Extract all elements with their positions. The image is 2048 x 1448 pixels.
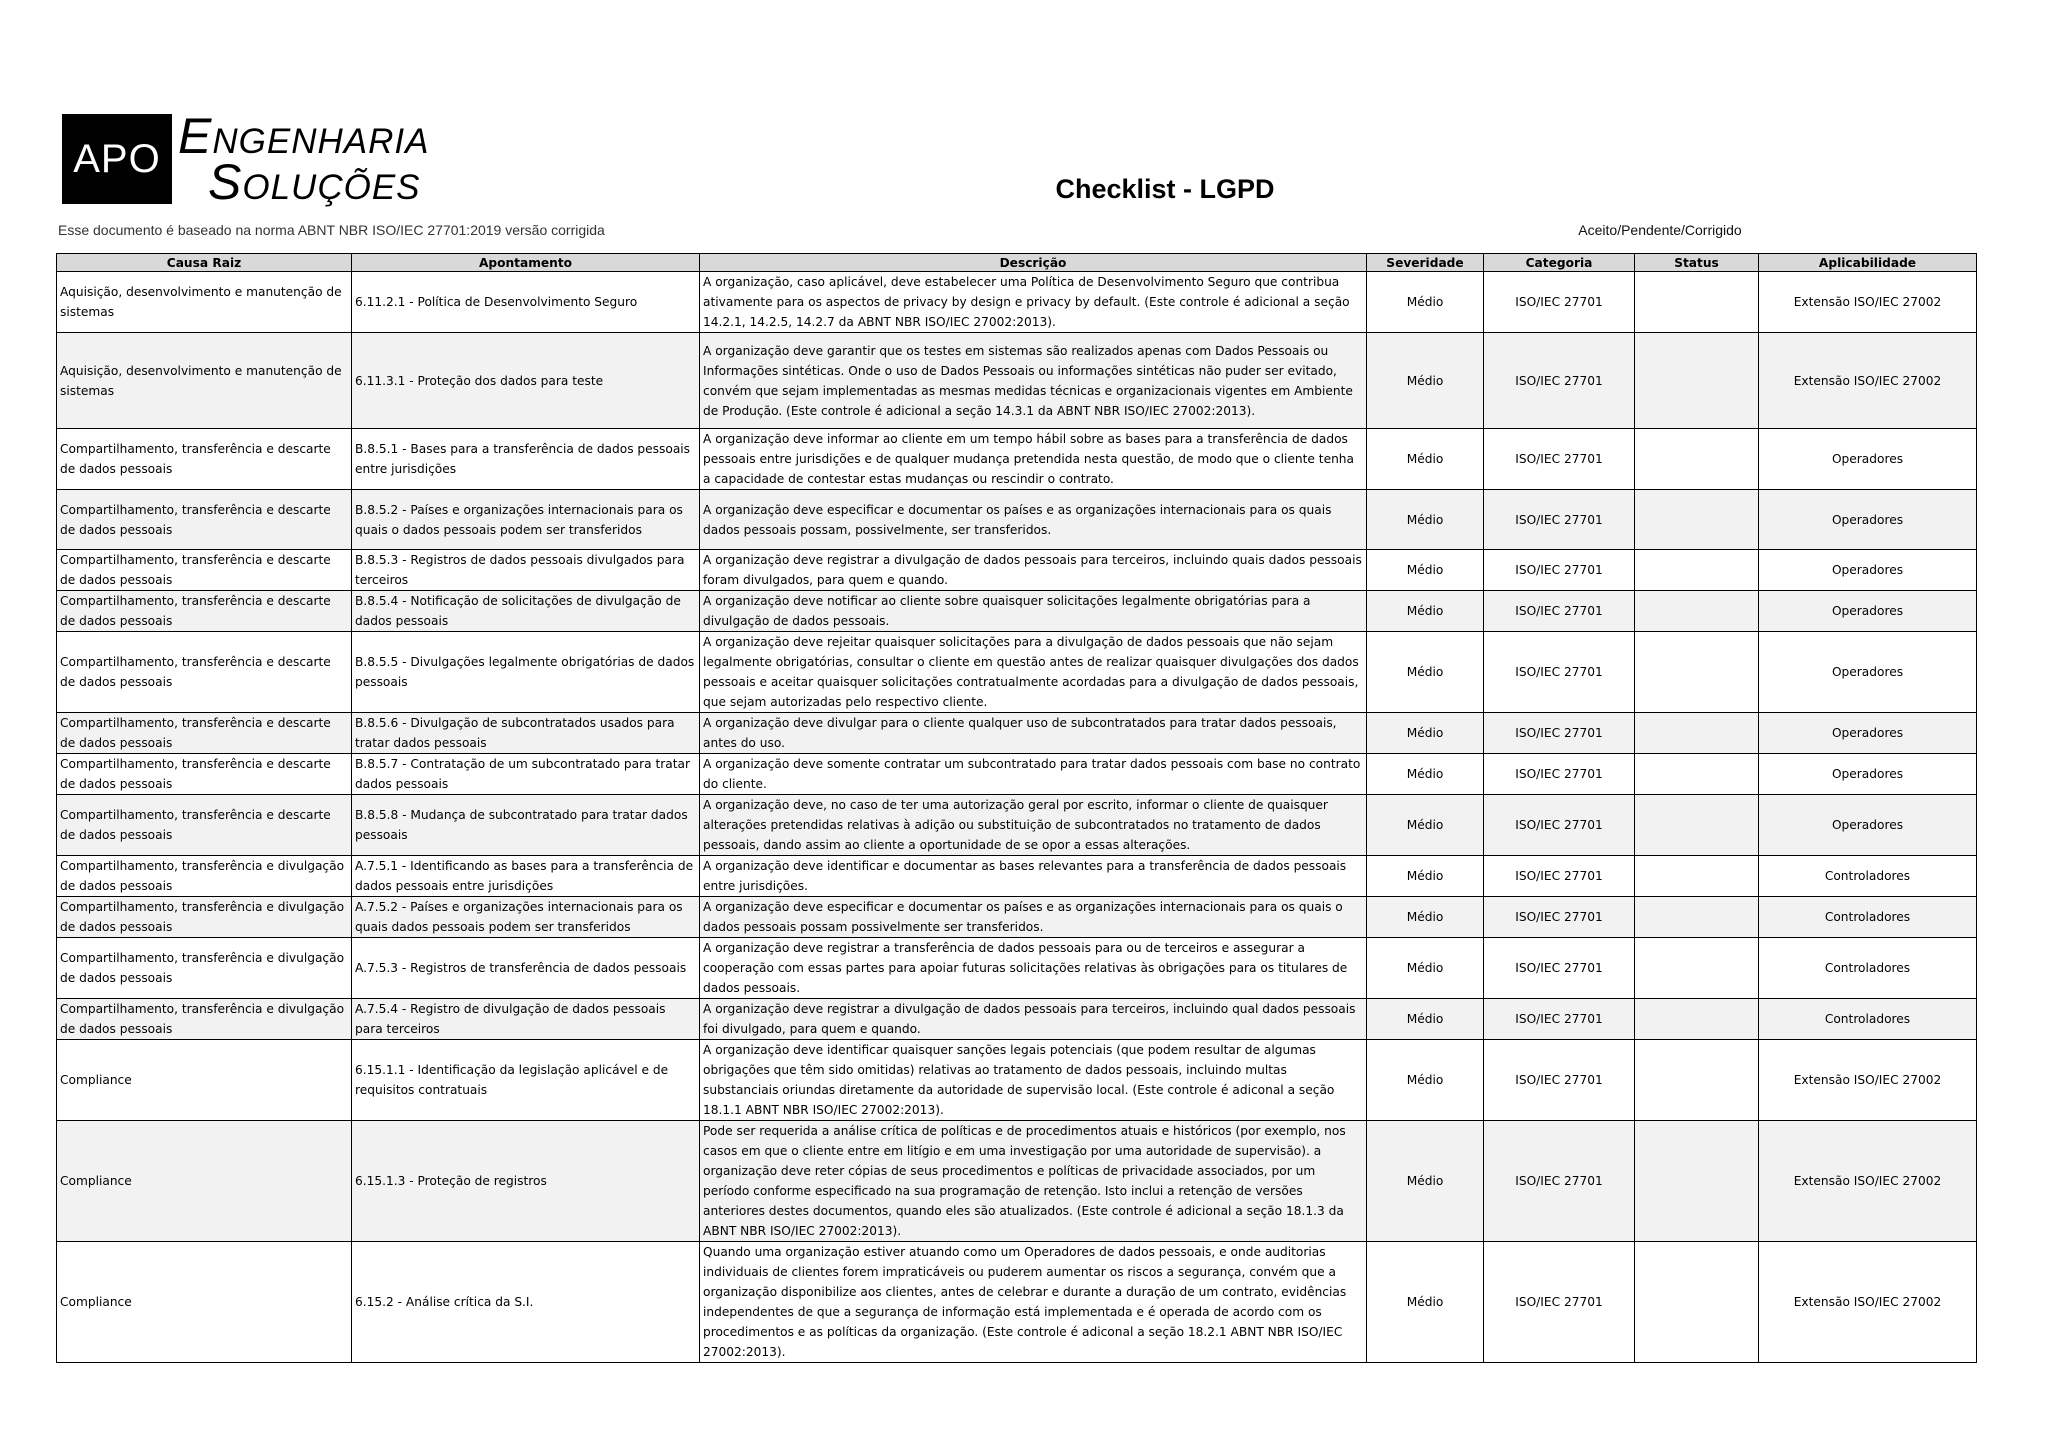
cell-causa-raiz: Compartilhamento, transferência e descarte de dados pessoais: [57, 550, 352, 591]
cell-apontamento: 6.11.2.1 - Política de Desenvolvimento Seguro: [352, 272, 700, 333]
cell-severidade: Médio: [1367, 856, 1484, 897]
cell-status: [1635, 754, 1759, 795]
cell-status: [1635, 938, 1759, 999]
cell-aplicabilidade: Operadores: [1759, 754, 1977, 795]
cell-status: [1635, 897, 1759, 938]
cell-apontamento: 6.15.2 - Análise crítica da S.I.: [352, 1242, 700, 1363]
cell-apontamento: B.8.5.3 - Registros de dados pessoais divulgados para terceiros: [352, 550, 700, 591]
cell-aplicabilidade: Controladores: [1759, 999, 1977, 1040]
cell-apontamento: B.8.5.1 - Bases para a transferência de dados pessoais entre jurisdições: [352, 429, 700, 490]
cell-categoria: ISO/IEC 27701: [1484, 795, 1635, 856]
cell-apontamento: B.8.5.8 - Mudança de subcontratado para tratar dados pessoais: [352, 795, 700, 856]
cell-apontamento: B.8.5.7 - Contratação de um subcontratado para tratar dados pessoais: [352, 754, 700, 795]
cell-causa-raiz: Compartilhamento, transferência e descarte de dados pessoais: [57, 429, 352, 490]
cell-causa-raiz: Compartilhamento, transferência e descarte de dados pessoais: [57, 591, 352, 632]
cell-causa-raiz: Compliance: [57, 1040, 352, 1121]
cell-status: [1635, 999, 1759, 1040]
table-row: [57, 429, 1977, 490]
cell-descricao: A organização deve informar ao cliente em um tempo hábil sobre as bases para a transferência de dados pessoais entre jurisdições e de qualquer mudança pretendida nesta questão, de modo que o cliente tenha a capacidade de contestar estas mudanças ou rescindir o contrato.: [700, 429, 1367, 490]
cell-apontamento: B.8.5.6 - Divulgação de subcontratados usados para tratar dados pessoais: [352, 713, 700, 754]
cell-apontamento: B.8.5.4 - Notificação de solicitações de divulgação de dados pessoais: [352, 591, 700, 632]
header-categoria: Categoria: [1484, 254, 1635, 272]
header-aplicabilidade: Aplicabilidade: [1759, 254, 1977, 272]
table-row: [57, 490, 1977, 550]
cell-aplicabilidade: Extensão ISO/IEC 27002: [1759, 1040, 1977, 1121]
cell-causa-raiz: Aquisição, desenvolvimento e manutenção de sistemas: [57, 272, 352, 333]
cell-descricao: A organização deve identificar quaisquer sanções legais potenciais (que podem resultar de algumas obrigações que têm sido omitidas) relativas ao tratamento de dados pessoais, incluindo multas substanciais oriundas diretamente da autoridade de supervisão local. (Este controle é adiconal a seção 18.1.1 ABNT NBR ISO/IEC 27002:2013).: [700, 1040, 1367, 1121]
table-row: [57, 1121, 1977, 1242]
cell-aplicabilidade: Extensão ISO/IEC 27002: [1759, 333, 1977, 429]
table-row: [57, 856, 1977, 897]
table-row: [57, 713, 1977, 754]
cell-categoria: ISO/IEC 27701: [1484, 333, 1635, 429]
cell-aplicabilidade: Controladores: [1759, 856, 1977, 897]
cell-apontamento: A.7.5.1 - Identificando as bases para a transferência de dados pessoais entre jurisdições: [352, 856, 700, 897]
cell-causa-raiz: Compartilhamento, transferência e descarte de dados pessoais: [57, 754, 352, 795]
cell-status: [1635, 632, 1759, 713]
header-descricao: Descrição: [700, 254, 1367, 272]
cell-descricao: A organização deve notificar ao cliente sobre quaisquer solicitações legalmente obrigatórias para a divulgação de dados pessoais.: [700, 591, 1367, 632]
cell-severidade: Médio: [1367, 999, 1484, 1040]
cell-status: [1635, 713, 1759, 754]
cell-status: [1635, 591, 1759, 632]
table-row: [57, 897, 1977, 938]
cell-descricao: A organização deve somente contratar um subcontratado para tratar dados pessoais com base no contrato do cliente.: [700, 754, 1367, 795]
cell-categoria: ISO/IEC 27701: [1484, 550, 1635, 591]
cell-descricao: Quando uma organização estiver atuando como um Operadores de dados pessoais, e onde auditorias individuais de clientes forem impraticáveis ou puderem aumentar os riscos a segurança, convém que a organização disponibilize aos clientes, antes de celebrar e durante a duração de um contrato, evidências independentes de que a segurança de informação está implementada e é operada de acordo com os procedimentos e as políticas da organização. (Este controle é adiconal a seção 18.2.1 ABNT NBR ISO/IEC 27002:2013).: [700, 1242, 1367, 1363]
cell-causa-raiz: Compartilhamento, transferência e divulgação de dados pessoais: [57, 897, 352, 938]
cell-descricao: A organização deve registrar a transferência de dados pessoais para ou de terceiros e assegurar a cooperação com essas partes para apoiar futuras solicitações relativas às obrigações para os titulares de dados pessoais.: [700, 938, 1367, 999]
cell-causa-raiz: Compartilhamento, transferência e divulgação de dados pessoais: [57, 856, 352, 897]
header-status: Status: [1635, 254, 1759, 272]
cell-descricao: A organização, caso aplicável, deve estabelecer uma Política de Desenvolvimento Seguro que contribua ativamente para os aspectos de privacy by design e privacy by default. (Este controle é adicional a seção 14.2.1, 14.2.5, 14.2.7 da ABNT NBR ISO/IEC 27002:2013).: [700, 272, 1367, 333]
logo-word-2: Soluções: [208, 154, 421, 210]
cell-aplicabilidade: Operadores: [1759, 795, 1977, 856]
cell-status: [1635, 429, 1759, 490]
header-apontamento: Apontamento: [352, 254, 700, 272]
cell-status: [1635, 1242, 1759, 1363]
table-row: [57, 999, 1977, 1040]
logo-wordmark: [178, 108, 430, 210]
status-legend: Aceito/Pendente/Corrigido: [1578, 222, 1742, 238]
cell-apontamento: A.7.5.4 - Registro de divulgação de dados pessoais para terceiros: [352, 999, 700, 1040]
cell-causa-raiz: Compartilhamento, transferência e descarte de dados pessoais: [57, 490, 352, 550]
cell-categoria: ISO/IEC 27701: [1484, 591, 1635, 632]
cell-descricao: A organização deve rejeitar quaisquer solicitações para a divulgação de dados pessoais que não sejam legalmente obrigatórias, consultar o cliente em questão antes de realizar quaisquer divulgações dos dados pessoais e aceitar quaisquer solicitações contratualmente acordadas para a divulgação de dados pessoais, que sejam autorizadas pelo respectivo cliente.: [700, 632, 1367, 713]
header-severidade: Severidade: [1367, 254, 1484, 272]
cell-causa-raiz: Compartilhamento, transferência e descarte de dados pessoais: [57, 632, 352, 713]
document-title: Checklist - LGPD: [1055, 174, 1275, 204]
cell-status: [1635, 856, 1759, 897]
table-row: [57, 1040, 1977, 1121]
cell-severidade: Médio: [1367, 591, 1484, 632]
cell-descricao: A organização deve, no caso de ter uma autorização geral por escrito, informar o cliente de quaisquer alterações pretendidas relativas à adição ou substituição de subcontratados no tratamento de dados pessoais, dando assim ao cliente a oportunidade de se opor a essas alterações.: [700, 795, 1367, 856]
cell-apontamento: A.7.5.2 - Países e organizações internacionais para os quais dados pessoais podem ser transferidos: [352, 897, 700, 938]
cell-aplicabilidade: Extensão ISO/IEC 27002: [1759, 1121, 1977, 1242]
cell-status: [1635, 550, 1759, 591]
cell-severidade: Médio: [1367, 713, 1484, 754]
cell-severidade: Médio: [1367, 272, 1484, 333]
cell-severidade: Médio: [1367, 1121, 1484, 1242]
cell-aplicabilidade: Controladores: [1759, 938, 1977, 999]
cell-categoria: ISO/IEC 27701: [1484, 754, 1635, 795]
cell-apontamento: B.8.5.2 - Países e organizações internacionais para os quais o dados pessoais podem ser transferidos: [352, 490, 700, 550]
cell-apontamento: A.7.5.3 - Registros de transferência de dados pessoais: [352, 938, 700, 999]
cell-severidade: Médio: [1367, 429, 1484, 490]
cell-aplicabilidade: Operadores: [1759, 550, 1977, 591]
cell-causa-raiz: Compartilhamento, transferência e descarte de dados pessoais: [57, 713, 352, 754]
cell-causa-raiz: Compliance: [57, 1121, 352, 1242]
cell-descricao: A organização deve especificar e documentar os países e as organizações internacionais para os quais dados pessoais possam, possivelmente, ser transferidos.: [700, 490, 1367, 550]
company-logo: [62, 108, 430, 210]
document-note: Esse documento é baseado na norma ABNT NBR ISO/IEC 27701:2019 versão corrigida: [58, 222, 605, 238]
cell-severidade: Médio: [1367, 938, 1484, 999]
cell-categoria: ISO/IEC 27701: [1484, 1040, 1635, 1121]
cell-categoria: ISO/IEC 27701: [1484, 1121, 1635, 1242]
cell-aplicabilidade: Operadores: [1759, 632, 1977, 713]
cell-severidade: Médio: [1367, 632, 1484, 713]
cell-causa-raiz: Compliance: [57, 1242, 352, 1363]
cell-aplicabilidade: Extensão ISO/IEC 27002: [1759, 1242, 1977, 1363]
cell-status: [1635, 1040, 1759, 1121]
cell-severidade: Médio: [1367, 897, 1484, 938]
cell-aplicabilidade: Operadores: [1759, 713, 1977, 754]
cell-status: [1635, 272, 1759, 333]
cell-apontamento: 6.15.1.1 - Identificação da legislação aplicável e de requisitos contratuais: [352, 1040, 700, 1121]
table-row: [57, 550, 1977, 591]
cell-categoria: ISO/IEC 27701: [1484, 1242, 1635, 1363]
cell-categoria: ISO/IEC 27701: [1484, 272, 1635, 333]
cell-severidade: Médio: [1367, 490, 1484, 550]
cell-apontamento: 6.15.1.3 - Proteção de registros: [352, 1121, 700, 1242]
cell-causa-raiz: Compartilhamento, transferência e divulgação de dados pessoais: [57, 999, 352, 1040]
table-header-row: [57, 254, 1977, 272]
logo-word-1: Engenharia: [178, 108, 430, 164]
cell-status: [1635, 795, 1759, 856]
cell-causa-raiz: Aquisição, desenvolvimento e manutenção de sistemas: [57, 333, 352, 429]
cell-status: [1635, 333, 1759, 429]
table-row: [57, 632, 1977, 713]
cell-descricao: A organização deve divulgar para o cliente qualquer uso de subcontratados para tratar dados pessoais, antes do uso.: [700, 713, 1367, 754]
cell-aplicabilidade: Controladores: [1759, 897, 1977, 938]
cell-descricao: A organização deve garantir que os testes em sistemas são realizados apenas com Dados Pessoais ou Informações sintéticas. Onde o uso de Dados Pessoais ou informações sintéticas não puder ser evitado, convém que sejam implementadas as mesmas medidas técnicas e organizacionais vigentes em Ambiente de Produção. (Este controle é adicional a seção 14.3.1 da ABNT NBR ISO/IEC 27002:2013).: [700, 333, 1367, 429]
cell-categoria: ISO/IEC 27701: [1484, 713, 1635, 754]
table-row: [57, 754, 1977, 795]
cell-aplicabilidade: Operadores: [1759, 429, 1977, 490]
cell-aplicabilidade: Operadores: [1759, 591, 1977, 632]
cell-causa-raiz: Compartilhamento, transferência e descarte de dados pessoais: [57, 795, 352, 856]
table-row: [57, 333, 1977, 429]
cell-categoria: ISO/IEC 27701: [1484, 632, 1635, 713]
cell-categoria: ISO/IEC 27701: [1484, 490, 1635, 550]
cell-severidade: Médio: [1367, 1040, 1484, 1121]
cell-severidade: Médio: [1367, 754, 1484, 795]
cell-categoria: ISO/IEC 27701: [1484, 856, 1635, 897]
cell-severidade: Médio: [1367, 333, 1484, 429]
cell-severidade: Médio: [1367, 1242, 1484, 1363]
cell-apontamento: 6.11.3.1 - Proteção dos dados para teste: [352, 333, 700, 429]
cell-categoria: ISO/IEC 27701: [1484, 897, 1635, 938]
cell-categoria: ISO/IEC 27701: [1484, 938, 1635, 999]
table-row: [57, 272, 1977, 333]
table-row: [57, 591, 1977, 632]
cell-apontamento: B.8.5.5 - Divulgações legalmente obrigatórias de dados pessoais: [352, 632, 700, 713]
cell-severidade: Médio: [1367, 795, 1484, 856]
header-causa-raiz: Causa Raiz: [57, 254, 352, 272]
cell-categoria: ISO/IEC 27701: [1484, 429, 1635, 490]
cell-causa-raiz: Compartilhamento, transferência e divulgação de dados pessoais: [57, 938, 352, 999]
cell-status: [1635, 1121, 1759, 1242]
cell-aplicabilidade: Extensão ISO/IEC 27002: [1759, 272, 1977, 333]
cell-status: [1635, 490, 1759, 550]
cell-categoria: ISO/IEC 27701: [1484, 999, 1635, 1040]
cell-descricao: A organização deve registrar a divulgação de dados pessoais para terceiros, incluindo quais dados pessoais foram divulgados, para quem e quando.: [700, 550, 1367, 591]
cell-descricao: A organização deve especificar e documentar os países e as organizações internacionais para os quais o dados pessoais possam possivelmente ser transferidos.: [700, 897, 1367, 938]
table-row: [57, 938, 1977, 999]
cell-severidade: Médio: [1367, 550, 1484, 591]
cell-descricao: A organização deve identificar e documentar as bases relevantes para a transferência de dados pessoais entre jurisdições.: [700, 856, 1367, 897]
logo-mark: APO: [62, 114, 172, 204]
checklist-table: [56, 253, 1977, 1363]
cell-aplicabilidade: Operadores: [1759, 490, 1977, 550]
cell-descricao: Pode ser requerida a análise crítica de políticas e de procedimentos atuais e históricos (por exemplo, nos casos em que o cliente entre em litígio e em uma investigação por uma autoridade de supervisão). a organização deve reter cópias de seus procedimentos e políticas de privacidade associados, por um período conforme especificado na sua programação de retenção. Isto inclui a retenção de versões anteriores destes documentos, quando eles são atualizados. (Este controle é adicional a seção 18.1.3 da ABNT NBR ISO/IEC 27002:2013).: [700, 1121, 1367, 1242]
table-row: [57, 795, 1977, 856]
cell-descricao: A organização deve registrar a divulgação de dados pessoais para terceiros, incluindo qual dados pessoais foi divulgado, para quem e quando.: [700, 999, 1367, 1040]
table-row: [57, 1242, 1977, 1363]
